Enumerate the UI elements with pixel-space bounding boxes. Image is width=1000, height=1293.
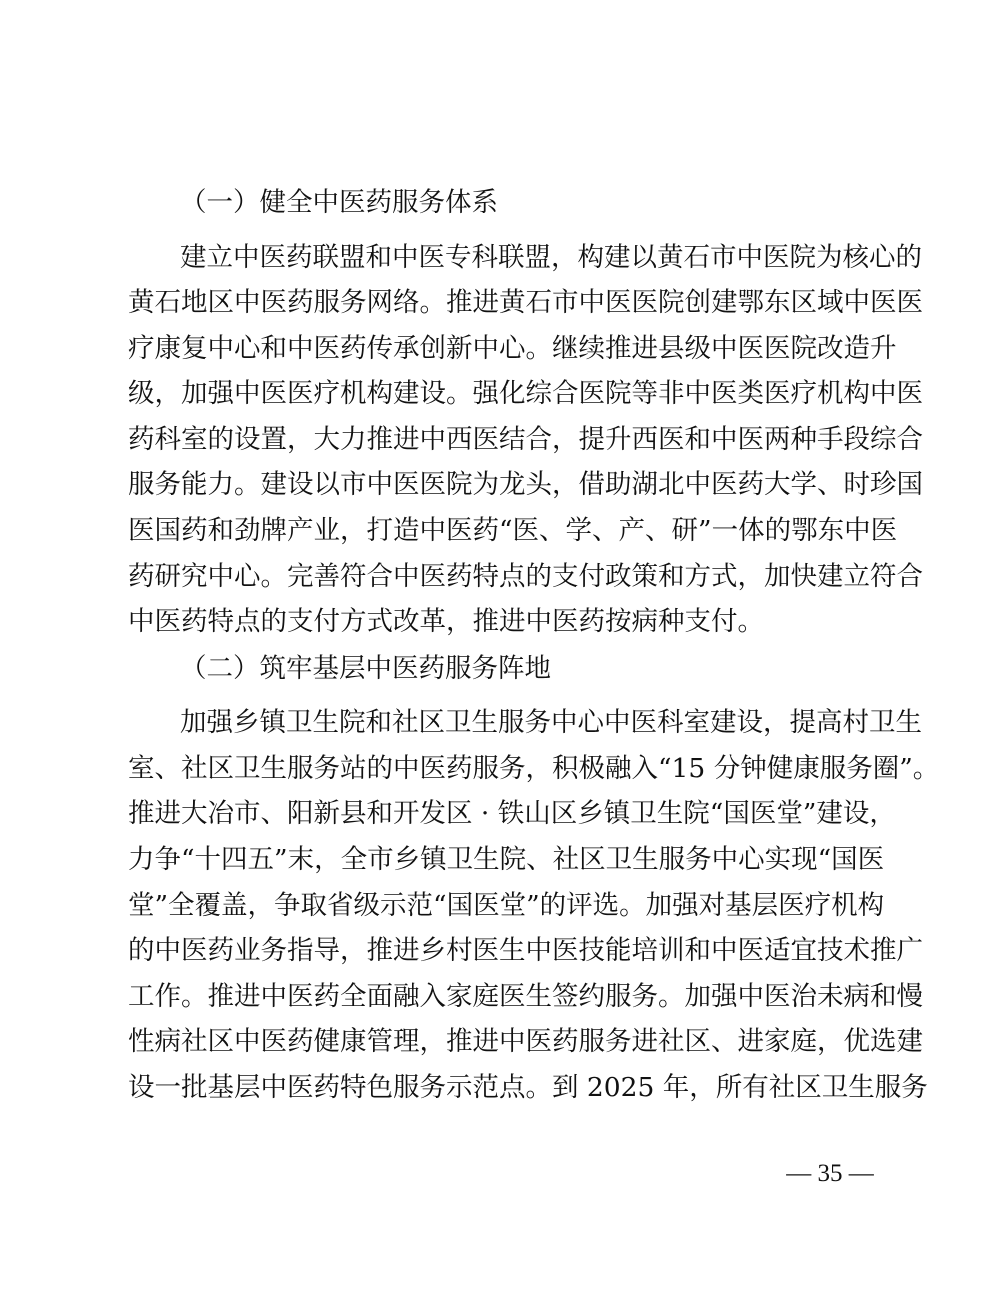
page-number: — 35 — xyxy=(786,1160,874,1187)
paragraph-line: 疗康复中心和中医药传承创新中心。继续推进县级中医医院改造升 xyxy=(128,333,897,364)
paragraph-line: 工作。推进中医药全面融入家庭医生签约服务。加强中医治未病和慢 xyxy=(128,981,923,1012)
paragraph-line: 医国药和劲牌产业，打造中医药“医、学、产、研”一体的鄂东中医 xyxy=(128,515,898,546)
paragraph-line: 黄石地区中医药服务网络。推进黄石市中医医院创建鄂东区域中医医 xyxy=(128,287,923,318)
paragraph-line: 性病社区中医药健康管理，推进中医药服务进社区、进家庭，优选建 xyxy=(128,1026,923,1057)
paragraph-line: 中医药特点的支付方式改革，推进中医药按病种支付。 xyxy=(128,606,764,637)
paragraph-line: 室、社区卫生服务站的中医药服务，积极融入“15 分钟健康服务圈”。 xyxy=(128,753,940,784)
paragraph-line: 设一批基层中医药特色服务示范点。到 2025 年，所有社区卫生服务 xyxy=(128,1072,928,1103)
paragraph-line: 药科室的设置，大力推进中西医结合，提升西医和中医两种手段综合 xyxy=(128,424,923,455)
paragraph-line: 建立中医药联盟和中医专科联盟，构建以黄石市中医院为核心的 xyxy=(180,242,922,273)
paragraph-line: 药研究中心。完善符合中医药特点的支付政策和方式，加快建立符合 xyxy=(128,561,923,592)
paragraph-line: 级，加强中医医疗机构建设。强化综合医院等非中医类医疗机构中医 xyxy=(128,378,923,409)
paragraph-line: 的中医药业务指导，推进乡村医生中医技能培训和中医适宜技术推广 xyxy=(128,935,923,966)
paragraph-line: 加强乡镇卫生院和社区卫生服务中心中医科室建设，提高村卫生 xyxy=(180,707,922,738)
paragraph-line: 服务能力。建设以市中医医院为龙头，借助湖北中医药大学、时珍国 xyxy=(128,469,923,500)
paragraph-line: 推进大冶市、阳新县和开发区 · 铁山区乡镇卫生院“国医堂”建设， xyxy=(128,798,896,829)
section-heading-2: （二）筑牢基层中医药服务阵地 xyxy=(180,653,551,684)
section-heading-1: （一）健全中医药服务体系 xyxy=(180,187,498,218)
paragraph-line: 堂”全覆盖，争取省级示范“国医堂”的评选。加强对基层医疗机构 xyxy=(128,890,885,921)
paragraph-line: 力争“十四五”末，全市乡镇卫生院、社区卫生服务中心实现“国医 xyxy=(128,844,885,875)
